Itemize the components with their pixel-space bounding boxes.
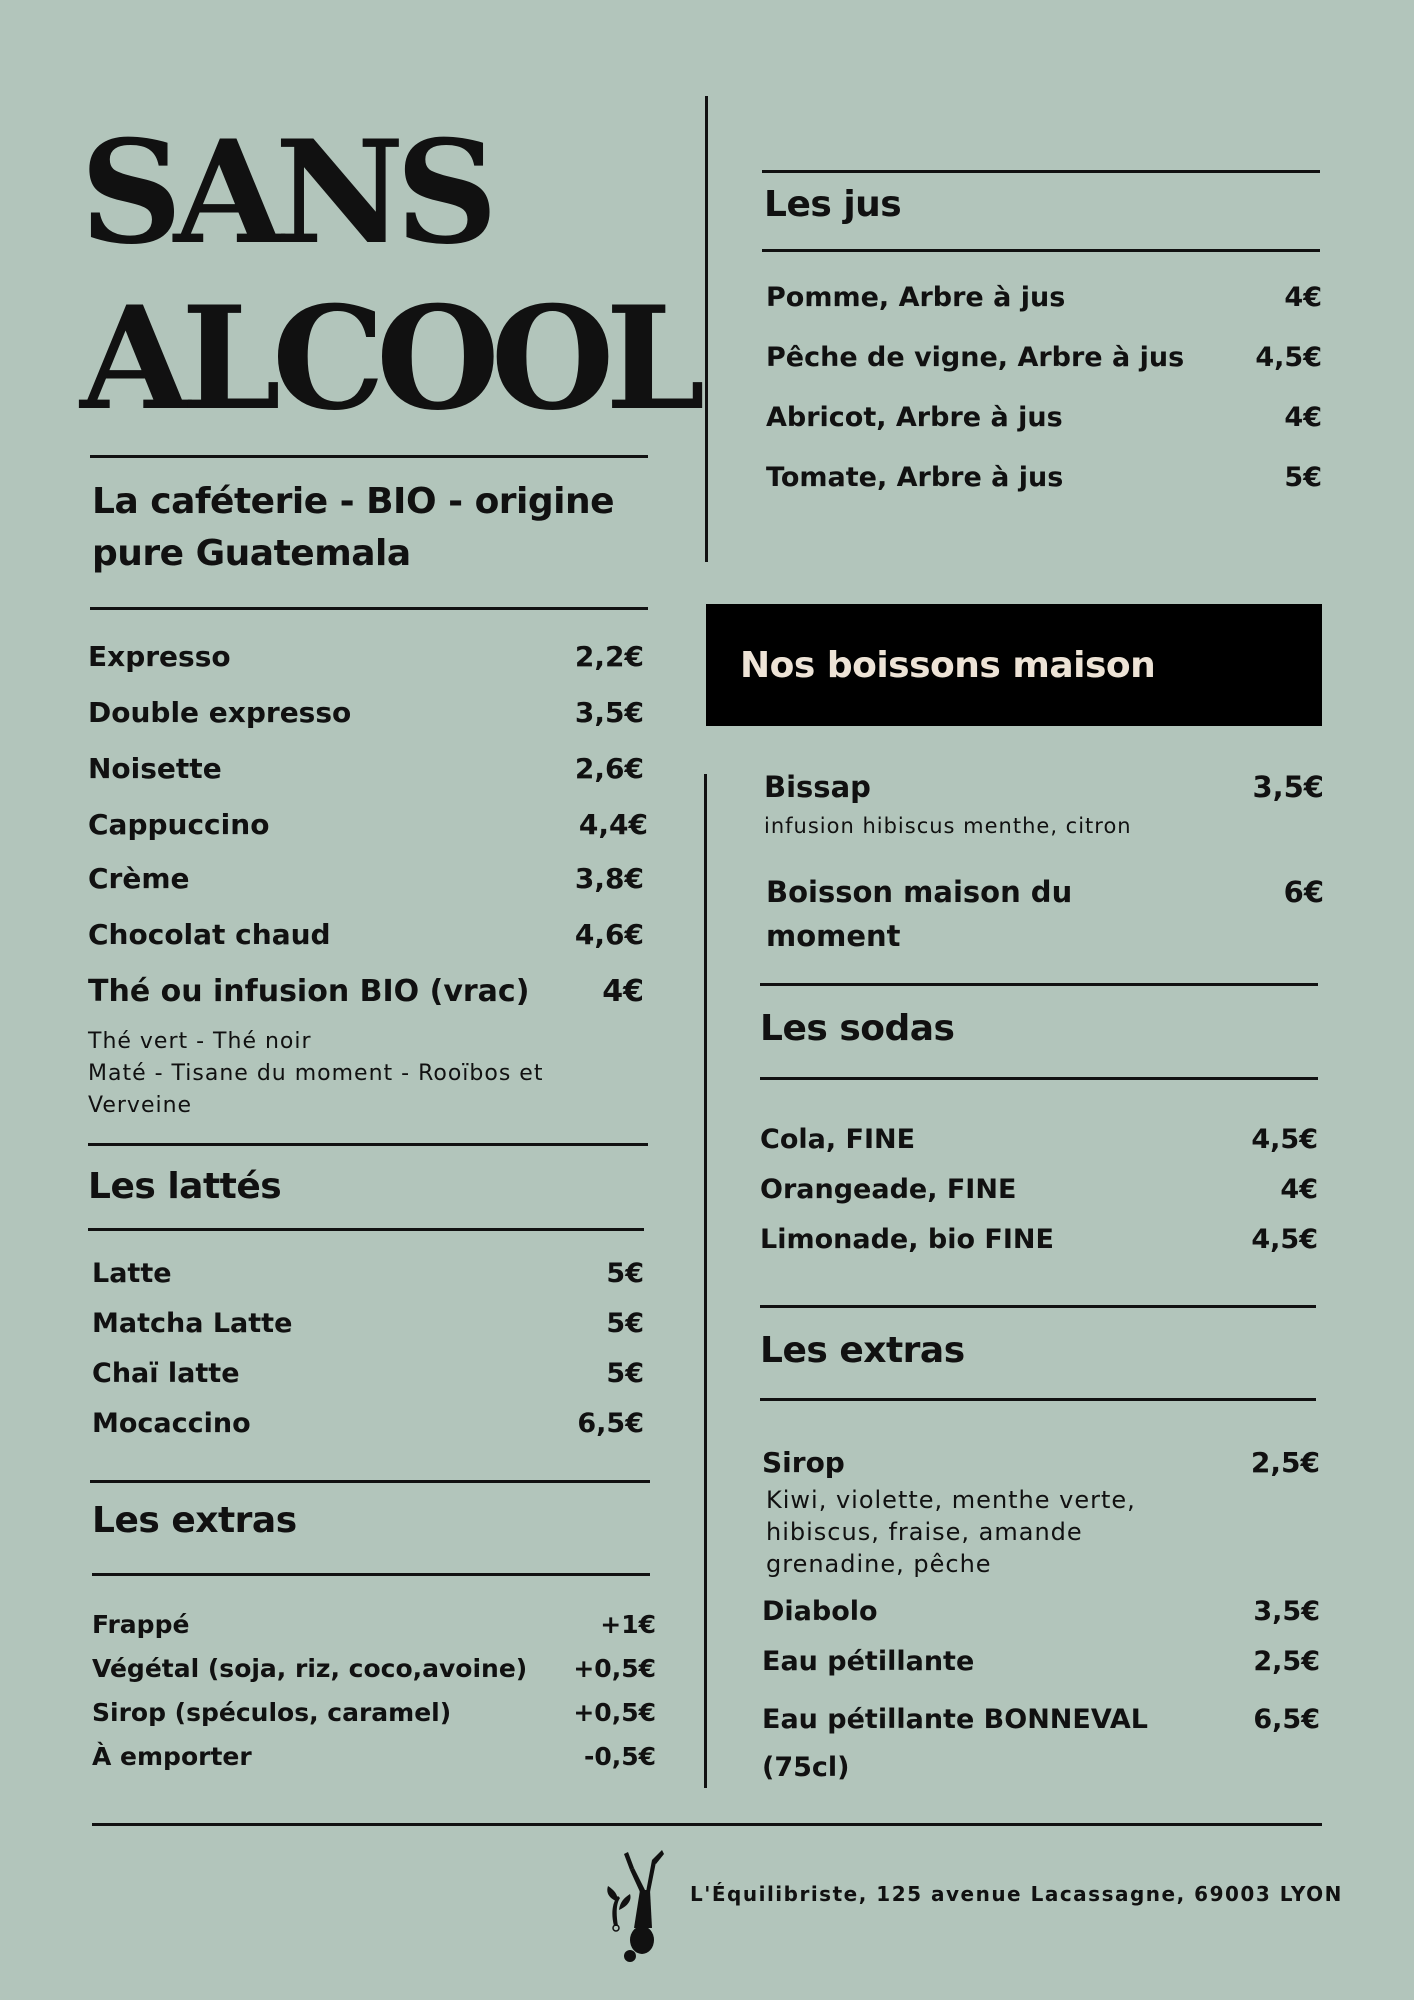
title-line-2: ALCOOL	[80, 276, 697, 442]
tea-note-line-2: Maté - Tisane du moment - Rooïbos et Verveine	[88, 1061, 544, 1118]
divider	[90, 607, 648, 610]
item-name: À emporter	[92, 1742, 252, 1771]
house-drinks-title: Nos boissons maison	[740, 644, 1156, 686]
section-title-sodas: Les sodas	[760, 1008, 955, 1049]
item-price: 4€	[1284, 402, 1322, 433]
item-name: Chocolat chaud	[88, 918, 331, 951]
list-item	[760, 1124, 1318, 1155]
divider	[90, 455, 648, 458]
item-description: Kiwi, violette, menthe verte, hibiscus, fraise, amande grenadine, pêche	[766, 1486, 1136, 1578]
item-price: -0,5€	[583, 1742, 656, 1771]
title-line-1: SANS	[80, 110, 490, 276]
footer-address: L'Équilibriste, 125 avenue Lacassagne, 69003 LYON	[690, 1882, 1343, 1906]
item-price: 2,5€	[1250, 1446, 1320, 1479]
list-item	[766, 402, 1322, 433]
list-item	[762, 1446, 1320, 1479]
item-price: 2,2€	[574, 640, 644, 673]
column-divider	[705, 96, 708, 562]
list-item	[92, 1258, 644, 1289]
list-item	[762, 1646, 1320, 1677]
list-item	[766, 462, 1322, 493]
item-name: Orangeade, FINE	[760, 1174, 1017, 1205]
item-price: 3,5€	[574, 696, 644, 729]
item-name: Mocaccino	[92, 1408, 251, 1439]
divider	[760, 1398, 1316, 1401]
item-name: Sirop	[762, 1446, 845, 1479]
item-name: Pomme, Arbre à jus	[766, 282, 1066, 313]
item-name: Expresso	[88, 640, 231, 673]
list-item	[88, 862, 644, 895]
divider	[90, 1480, 650, 1483]
column-divider	[704, 774, 707, 1788]
item-price: 4,5€	[1251, 1124, 1318, 1155]
list-item	[88, 808, 648, 841]
item-name: Thé ou infusion BIO (vrac)	[88, 974, 530, 1009]
tea-note-line-1: Thé vert - Thé noir	[88, 1029, 312, 1054]
list-item	[766, 342, 1322, 373]
list-item	[760, 1224, 1318, 1255]
item-price: 5€	[606, 1308, 644, 1339]
item-price: 6,5€	[577, 1408, 644, 1439]
item-name: Cappuccino	[88, 808, 270, 841]
cafeteria-subtitle: La caféterie - BIO - origine pure Guatemala	[92, 481, 615, 574]
item-price: 4,6€	[574, 918, 644, 951]
tea-varieties-note	[88, 1026, 648, 1122]
list-item	[88, 640, 644, 673]
item-name: Cola, FINE	[760, 1124, 916, 1155]
divider	[762, 249, 1320, 252]
divider	[762, 170, 1320, 173]
item-name: Noisette	[88, 752, 222, 785]
item-name: Latte	[92, 1258, 172, 1289]
item-name: Chaï latte	[92, 1358, 240, 1389]
item-name: Limonade, bio FINE	[760, 1224, 1054, 1255]
list-item	[92, 1408, 644, 1439]
list-item	[88, 974, 644, 1009]
list-item	[88, 696, 644, 729]
item-price: 3,8€	[574, 862, 644, 895]
list-item	[92, 1654, 656, 1683]
divider	[92, 1573, 650, 1576]
item-price: 4,4€	[578, 808, 648, 841]
item-price: 6,5€	[1253, 1704, 1320, 1735]
item-price: 6€	[1283, 875, 1324, 909]
divider	[760, 1305, 1316, 1308]
item-name: Diabolo	[762, 1596, 878, 1627]
section-title-juices: Les jus	[764, 184, 902, 225]
section-title-extras-right: Les extras	[760, 1330, 965, 1371]
footer-divider	[92, 1823, 1322, 1826]
divider	[760, 1077, 1318, 1080]
item-name: Double expresso	[88, 696, 352, 729]
divider	[88, 1228, 644, 1231]
list-item	[766, 282, 1322, 313]
list-item	[766, 870, 1324, 958]
item-price: 2,6€	[574, 752, 644, 785]
item-price: 4€	[602, 974, 644, 1009]
list-item	[762, 1596, 1320, 1627]
divider	[88, 1143, 648, 1146]
item-description: infusion hibiscus menthe, citron	[764, 814, 1132, 838]
item-price: +1€	[600, 1610, 656, 1639]
item-name: Pêche de vigne, Arbre à jus	[766, 342, 1185, 373]
item-price: 5€	[606, 1358, 644, 1389]
item-name: Frappé	[92, 1610, 190, 1639]
item-price: 4€	[1280, 1174, 1318, 1205]
item-name: Matcha Latte	[92, 1308, 293, 1339]
section-title-extras-left: Les extras	[92, 1500, 297, 1541]
item-price: 4,5€	[1251, 1224, 1318, 1255]
item-price: 3,5€	[1252, 770, 1324, 804]
list-item	[92, 1308, 644, 1339]
list-item	[760, 1174, 1318, 1205]
menu-title	[80, 110, 696, 442]
house-drinks-banner	[706, 604, 1322, 726]
item-name: Eau pétillante	[762, 1646, 975, 1677]
divider	[760, 983, 1318, 986]
item-name: Boisson maison du moment	[766, 875, 1073, 953]
acrobat-plant-logo-icon	[600, 1840, 670, 1965]
section-title-lattes: Les lattés	[88, 1166, 282, 1207]
item-name: Sirop (spéculos, caramel)	[92, 1698, 452, 1727]
item-price: 4,5€	[1255, 342, 1322, 373]
item-name: Tomate, Arbre à jus	[766, 462, 1064, 493]
list-item	[88, 752, 644, 785]
item-price: +0,5€	[573, 1698, 656, 1727]
item-price: 5€	[1284, 462, 1322, 493]
item-price: 2,5€	[1253, 1646, 1320, 1677]
list-item	[762, 1696, 1320, 1792]
item-price: +0,5€	[573, 1654, 656, 1683]
item-price: 3,5€	[1253, 1596, 1320, 1627]
list-item	[88, 918, 644, 951]
item-name: Abricot, Arbre à jus	[766, 402, 1063, 433]
list-item	[92, 1358, 644, 1389]
list-item	[92, 1610, 656, 1639]
item-name: Eau pétillante BONNEVAL (75cl)	[762, 1704, 1148, 1783]
item-name: Végétal (soja, riz, coco,avoine)	[92, 1654, 528, 1683]
item-price: 5€	[606, 1258, 644, 1289]
list-item	[92, 1742, 656, 1771]
item-price: 4€	[1284, 282, 1322, 313]
item-name: Bissap	[764, 770, 871, 804]
list-item	[764, 770, 1324, 804]
list-item	[92, 1698, 656, 1727]
item-name: Crème	[88, 862, 190, 895]
